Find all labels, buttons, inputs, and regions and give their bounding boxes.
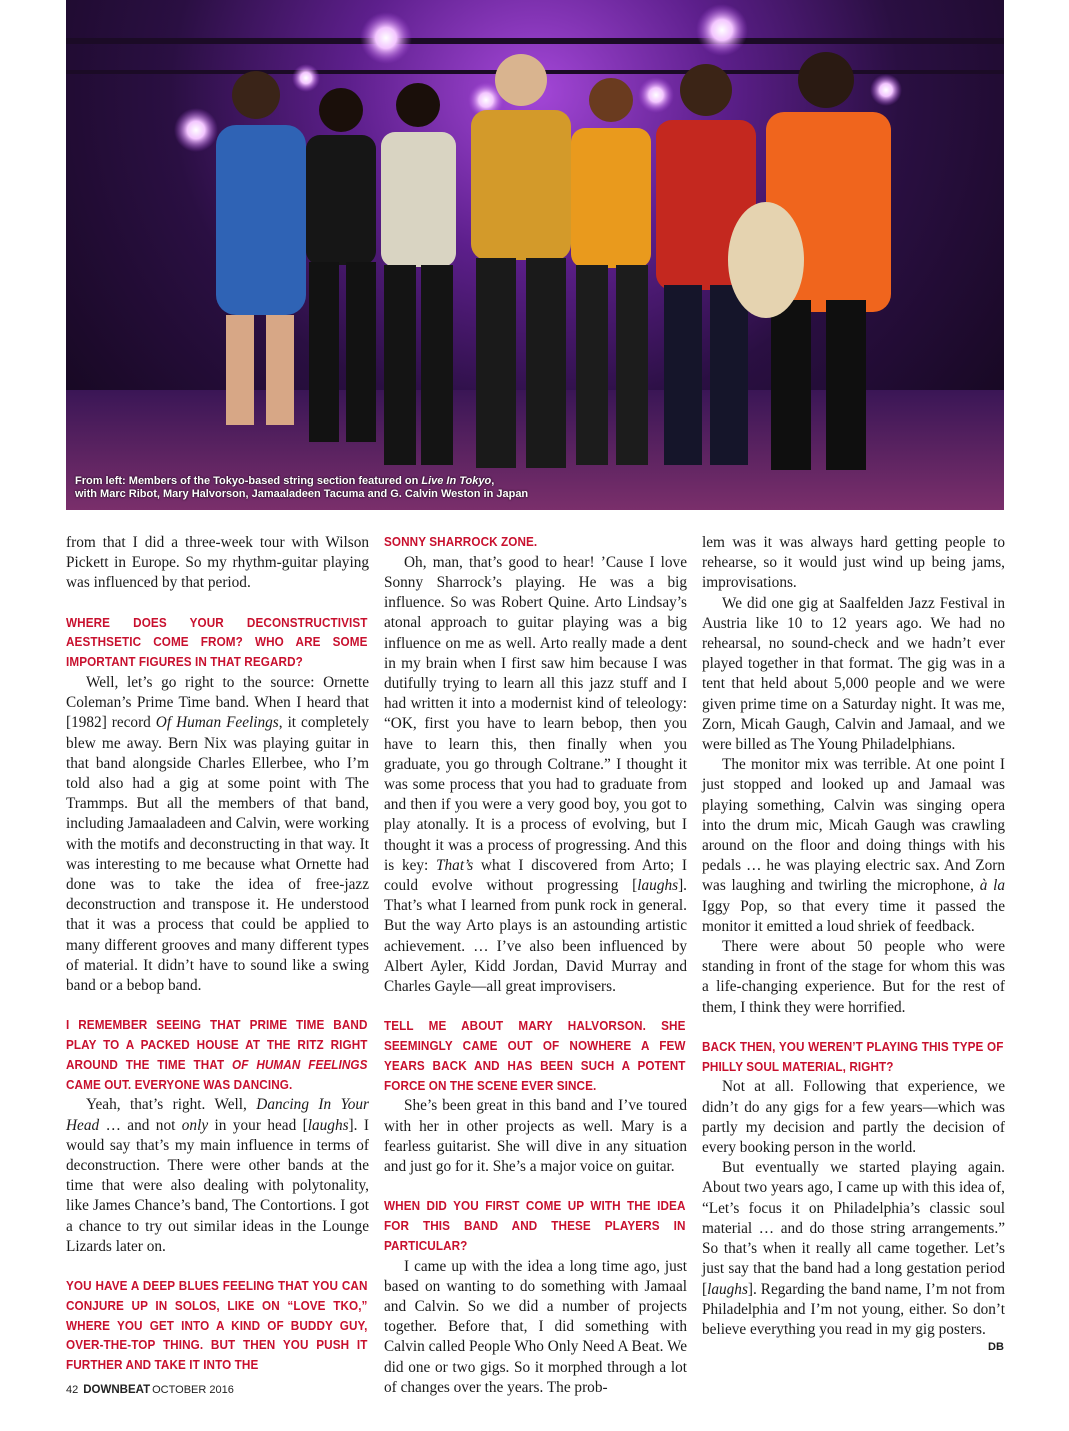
column-3 [702,533,1005,1340]
end-mark: DB [988,1341,1004,1353]
caption-album-title: Live In Tokyo [421,475,492,487]
paragraph: Well, let’s go right to the source: Ornette Coleman’s Prime Time band. When I heard that [1982] record Of Human Feelings, it completely blew me away. Bern Nix was playing guitar in that band alongside Charles Ellerbee, who I’m told also had a gig at some point with The Trammps. But all the members of that band, including Jamaaladeen and Calvin, were working with the motifs and deconstructing in that way. It was interesting to me because what Ornette had done was to take the idea of free-jazz deconstruction and transpose it. He understood that it was a process that could be applied to many different grooves and many different types of material. It didn’t have to sound like a swing band or a bebop band. [66,674,369,995]
interview-question-continued: SONNY SHARROCK ZONE. [384,535,538,549]
paragraph: from that I did a three-week tour with Wilson Pickett in Europe. So my rhythm-guitar playing was influenced by that period. [66,534,369,592]
interview-question: BACK THEN, YOU WEREN’T PLAYING THIS TYPE OF PHILLY SOUL MATERIAL, RIGHT? [702,1039,1004,1074]
paragraph: I came up with the idea a long time ago, just based on wanting to do something with Jamaal and Calvin. So we did a number of projects together. Before that, I did something with Calvin called People Who Only Need A Beat. We did one or two gigs. So it morphed through a lot of changes over the years. The prob- [384,1257,687,1396]
interview-question: YOU HAVE A DEEP BLUES FEELING THAT YOU CAN CONJURE UP IN SOLOS, LIKE ON “LOVE TKO,” WHERE YOU GET INTO A KIND OF BUDDY GUY, OVER-THE-TOP THING. BUT THEN YOU PUSH IT FURTHER AND TAKE IT INTO THE [66,1279,368,1373]
album-title: Dancing In Your Head [66,1096,369,1134]
paragraph: She’s been great in this band and I’ve toured with her in other projects as well. Mary is a fearless guitarist. She will dive in any situation and just go for it. She’s a major voice on guitar. [384,1097,687,1176]
interview-question: TELL ME ABOUT MARY HALVORSON. SHE SEEMINGLY CAME OUT OF NOWHERE A FEW YEARS BACK AND HAS BEEN SUCH A POTENT FORCE ON THE SCENE EVER SINCE. [384,1019,686,1093]
band-photo-illustration [66,0,1004,510]
paragraph: But eventually we started playing again. About two years ago, I came up with this idea of, “Let’s focus it on Philadelphia’s classic soul material … and do those string arrangements.” So that’s when it really all came together. Let’s just say that the band had a long gestation period [laughs]. Regarding the band name, I’m not from Philadelphia and I’m not young, either. So don’t believe everything you read in my gig posters. [702,1159,1005,1338]
performers [216,52,891,470]
paragraph: We did one gig at Saalfelden Jazz Festival in Austria like 10 to 12 years ago. We had no rehearsal, no sound-check and we hadn’t ever played together in that format. The gig was in a tent that held about 5,000 people and we were given prime time on a Saturday night. It was me, Zorn, Micah Gaugh, Calvin and Jamaal, and we were billed as The Young Philadelphians. [702,594,1005,754]
paragraph: There were about 50 people who were standing in front of the stage for whom this was a life-changing experience. But for the rest of them, I think they were horrified. [702,938,1005,1016]
album-title: Of Human Feelings [155,714,279,732]
column-2 [384,533,687,1398]
page-footer [66,1384,234,1396]
interview-question: WHERE DOES YOUR DECONSTRUCTIVIST AESTHSETIC COME FROM? WHO ARE SOME IMPORTANT FIGURES IN THAT REGARD? [66,615,368,670]
paragraph: The monitor mix was terrible. At one point I just stopped and looked up and Jamaal was playing something, Calvin was singing opera into the drum mic, Micah Gaugh was crawling around on the floor and doing things with his pedals … he was playing electric sax. And Zorn was laughing and twirling the microphone, à la Iggy Pop, so that every time it passed the monitor it emitted a loud shriek of feedback. [702,756,1005,935]
interview-question: WHEN DID YOU FIRST COME UP WITH THE IDEA FOR THIS BAND AND THESE PLAYERS IN PARTICULAR? [384,1199,686,1253]
magazine-brand: DOWNBEAT [83,1384,151,1396]
album-title: OF HUMAN FEELINGS [232,1057,368,1072]
caption-line-2: with Marc Ribot, Mary Halvorson, Jamaaladeen Tacuma and G. Calvin Weston in Japan [75,488,529,500]
column-1 [66,533,369,1376]
paragraph: lem was it was always hard getting people to rehearse, so it would just wind up being jams, improvisations. [702,534,1005,592]
band-photo [66,0,1004,510]
caption-comma: , [491,475,495,487]
caption-text: From left: Members of the Tokyo-based string section featured on [75,475,422,487]
page-number: 42 [66,1384,79,1396]
interview-question: I REMEMBER SEEING THAT PRIME TIME BAND PLAY TO A PACKED HOUSE AT THE RITZ RIGHT AROUND THE TIME THAT OF HUMAN FEELINGS CAME OUT. EVERYONE WAS DANCING. [66,1018,368,1092]
issue-date: OCTOBER 2016 [152,1384,234,1396]
paragraph: Oh, man, that’s good to hear! ’Cause I love Sonny Sharrock’s playing. He was a big influence. So was Robert Quine. Arto Lindsay’s atonal approach to guitar playing was a big influence on me as well. Arto really made a dent in my brain when I first saw him because I was dutifully trying to learn all this jazz stuff and I had written it into a modernist kind of teleology: “OK, first you have to learn bebop, then you have to learn this, then finally when you graduate, you go through Coltrane.” I thought it was some process that you had to graduate from and then if you were a very good boy, you got to play atonally. It is a process of evolving, but I thought it was a process of progressing. And this is key: That’s what I discovered from Arto; I could evolve without progressing [laughs]. That’s what I learned from punk rock in general. But the way Arto plays is an astounding artistic achievement. … I’ve also been influenced by Albert Ayler, Kidd Jordan, David Murray and Charles Gayle—all great improvisers. [384,553,687,996]
photo-caption [75,475,528,501]
paragraph: Yeah, that’s right. Well, Dancing In Your Head … and not only in your head [laughs]. I would say that’s my main influence in terms of deconstruction. There were other bands at the time that were also dealing with polytonality, like James Chance’s band, The Contortions. I got a chance to try out similar ideas in the Lounge Lizards later on. [66,1096,369,1255]
paragraph: Not at all. Following that experience, we didn’t do any gigs for a few years—which was partly my decision and partly the decision of every booking person in the world. [702,1078,1005,1157]
